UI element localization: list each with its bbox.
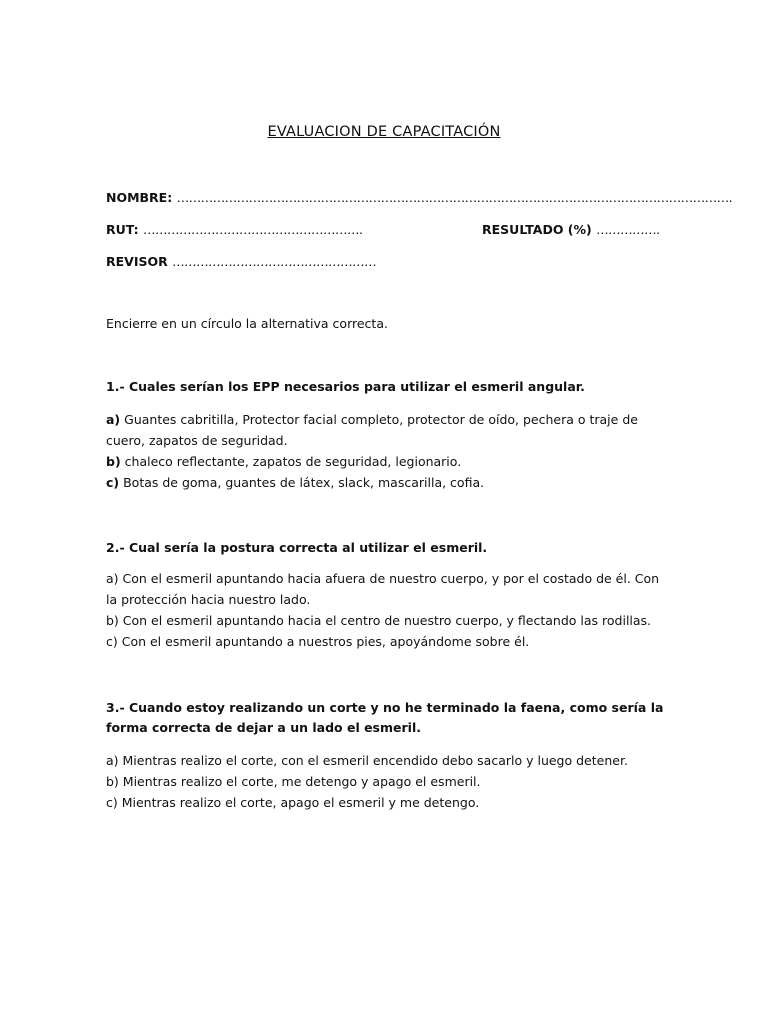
revisor-blank: ……………………………………………	[172, 254, 377, 269]
question-2: 2.- Cual sería la postura correcta al utilizar el esmeril.	[106, 540, 488, 555]
question-1: 1.- Cuales serían los EPP necesarios para utilizar el esmeril angular.	[106, 379, 585, 394]
question-3-options	[106, 750, 666, 813]
question-3: 3.- Cuando estoy realizando un corte y no he terminado la faena, como sería la forma correcta de dejar a un lado el esmeril.	[106, 700, 664, 735]
option-2b: b) Con el esmeril apuntando hacia el centro de nuestro cuerpo, y flectando las rodillas.	[106, 613, 652, 628]
nombre-label: NOMBRE:	[106, 190, 173, 205]
resultado-field	[482, 222, 660, 237]
document-title: EVALUACION DE CAPACITACIÓN	[267, 124, 501, 140]
rut-label: RUT:	[106, 222, 139, 237]
option-text: Guantes cabritilla, Protector facial completo, protector de oído, pechera o traje de cuero, zapatos de seguridad.	[106, 412, 638, 448]
resultado-label: RESULTADO (%)	[482, 222, 592, 237]
option-2c: c) Con el esmeril apuntando a nuestros pies, apoyándome sobre él.	[106, 634, 530, 649]
rut-blank: ……………………………………………….	[142, 222, 363, 237]
rut-field	[106, 222, 362, 237]
option-text: Botas de goma, guantes de látex, slack, mascarilla, cofia.	[119, 475, 485, 490]
instructions: Encierre en un círculo la alternativa correcta.	[106, 316, 388, 331]
option-text: chaleco reflectante, zapatos de seguridad, legionario.	[120, 454, 462, 469]
option-3b: b) Mientras realizo el corte, me detengo y apago el esmeril.	[106, 774, 481, 789]
question-1-options	[106, 409, 666, 493]
option-2a: a) Con el esmeril apuntando hacia afuera de nuestro cuerpo, y por el costado de él. Con la protección hacia nuestro lado.	[106, 571, 660, 607]
option-letter: b)	[106, 454, 121, 469]
question-2-options	[106, 568, 666, 652]
option-1b	[106, 451, 666, 472]
option-1c	[106, 472, 666, 493]
nombre-blank: ………………………………………………………………………………………………………………………….	[176, 190, 733, 205]
option-letter: c)	[106, 475, 120, 490]
option-3c: c) Mientras realizo el corte, apago el esmeril y me detengo.	[106, 795, 480, 810]
revisor-field	[106, 254, 376, 269]
option-letter: a)	[106, 412, 121, 427]
resultado-blank: …………….	[596, 222, 660, 237]
option-1a	[106, 409, 666, 451]
option-3a: a) Mientras realizo el corte, con el esmeril encendido debo sacarlo y luego detener.	[106, 753, 628, 768]
nombre-field	[106, 190, 732, 205]
revisor-label: REVISOR	[106, 254, 168, 269]
